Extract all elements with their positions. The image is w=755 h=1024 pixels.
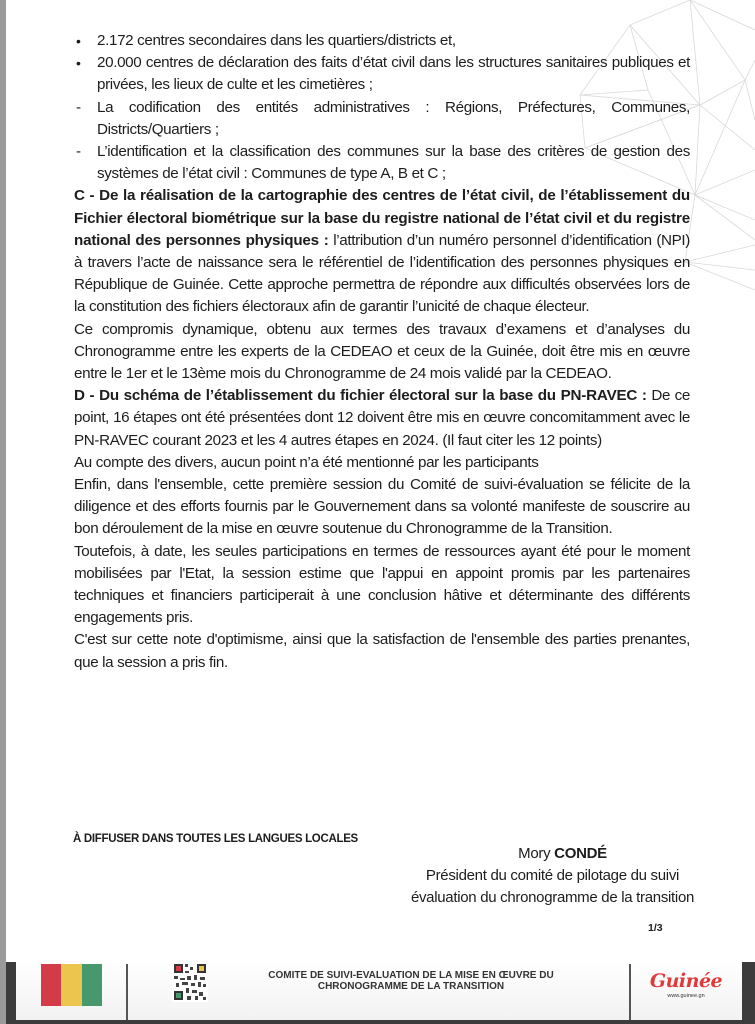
footer-panel [16,962,742,1020]
list-item-text: 20.000 centres de déclaration des faits d’état civil dans les structures sanitaires publiques et privées, les lieux de culte et les cimetières ; [97,54,690,94]
list-item [74,30,690,52]
document-body [74,30,690,674]
dash-marker: - [76,98,81,116]
guinee-logo [641,962,731,1012]
section-d [74,385,690,452]
list-item [74,52,690,96]
signatory-last-name: CONDÉ [554,845,607,862]
section-c-body: l’attribution d’un numéro personnel d’identification (NPI) à travers l’acte de naissance sera le référentiel de l’identification des personnes physiques en République de Guinée. Cette approche permettra de répondre aux difficultés observées lors de la constitution des fichiers électoraux afin de garantir l’unicité de chaque électeur. [74,231,691,316]
paragraph-divers: Au compte des divers, aucun point n’a été mentionné par les participants [74,453,539,471]
page-left-border [0,0,6,1024]
list-item [74,141,690,185]
list-item [74,97,690,141]
footer-divider [629,964,631,1020]
page-number: 1/3 [648,922,663,934]
paragraph-enfin: Enfin, dans l'ensemble, cette première session du Comité de suivi-évaluation se félicite de la diligence et des efforts fournis par le Gouvernement dans sa volonté manifeste de souscrire au bon déroulement de la mise en œuvre soutenue du Chronogramme de la Transition. [74,476,690,538]
logo-wordmark: Guinée [649,970,723,992]
section-d-body: De ce point, 16 étapes ont été présentées dont 12 doivent être mis en œuvre concomitamment avec le PN-RAVEC courant 2023 et les 4 autres étapes en 2024. (Il faut citer les 12 points) [74,387,691,449]
flag-stripe-green [82,964,102,1006]
diffusion-note: À DIFFUSER DANS TOUTES LES LANGUES LOCALES [73,833,358,845]
footer-title [226,970,596,992]
flag-stripe-red [41,964,61,1006]
signature-block [380,843,725,909]
qr-code-icon [172,962,208,1002]
bullet-marker: • [76,33,81,49]
signatory-title-line1: Président du comité de pilotage du suivi [425,867,680,884]
page-footer [6,962,755,1024]
guinea-flag-icon [41,964,102,1006]
logo-url: www.guinee.gn [667,993,705,999]
footer-divider [126,964,128,1020]
footer-title-line2: CHRONOGRAMME DE LA TRANSITION [317,981,505,992]
footer-title-line1: COMITE DE SUIVI-EVALUATION DE LA MISE EN ŒUVRE DU [268,970,554,981]
section-d-heading: D - Du schéma de l’établissement du fichier électoral sur la base du PN-RAVEC : [74,387,647,405]
paragraph-compromis: Ce compromis dynamique, obtenu aux termes des travaux d’examens et d’analyses du Chronogramme entre les experts de la CEDEAO et ceux de la Guinée, doit être mis en œuvre entre le 1er et le 13ème mois du Chronogramme de 24 mois validé par la CEDEAO. [74,320,690,383]
signatory-first-name: Mory [518,845,555,862]
bullet-marker: • [76,55,81,72]
list-item-text: 2.172 centres secondaires dans les quartiers/districts et, [97,32,456,49]
dash-marker: - [76,143,81,161]
signatory-name [380,843,725,865]
flag-stripe-yellow [61,964,81,1006]
paragraph-closing: C'est sur cette note d'optimisme, ainsi que la satisfaction de l'ensemble des parties prenantes, que la session a pris fin. [74,631,690,671]
section-c-heading: C - De la réalisation de la cartographie des centres de l’état civil, de l’établissement du Fichier électoral biométrique sur la base du registre national de l’état civil et du registre national des personnes physiques : [74,187,690,249]
section-c [74,185,690,318]
paragraph-toutefois: Toutefois, à date, les seules participations en termes de ressources ayant été pour le moment mobilisées par l'Etat, la session estime que l'appui en appoint promis par les partenaires techniques et financiers participerait à une conclusion hâtive et déterminante des différents engagements pris. [74,542,690,627]
signatory-title-line2: évaluation du chronogramme de la transition [410,889,695,906]
list-item-text: L’identification et la classification des communes sur la base des critères de gestion des systèmes de l’état civil : Communes de type A, B et C ; [97,143,690,183]
list-item-text: La codification des entités administratives : Régions, Préfectures, Communes, Districts/Quartiers ; [97,98,690,138]
